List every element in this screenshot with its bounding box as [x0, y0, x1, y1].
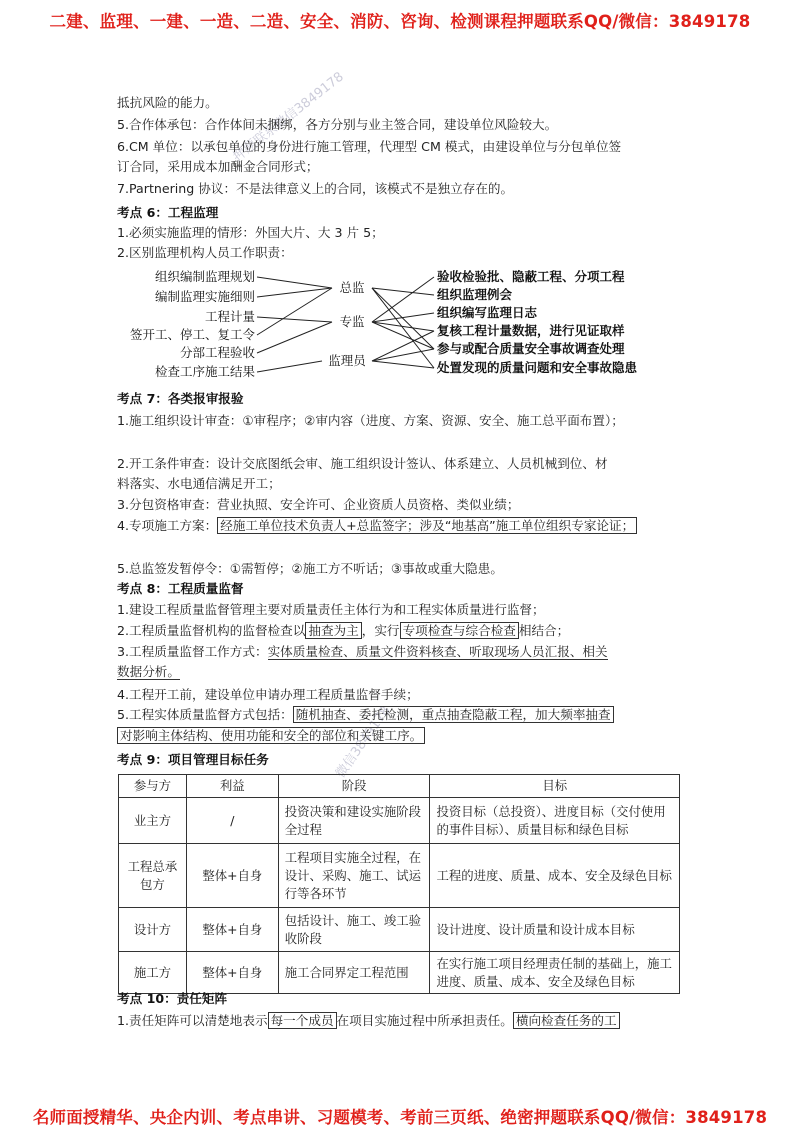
k6-heading: 考点 6：工程监理	[117, 205, 219, 220]
k8-line-1: 1.建设工程质量监督管理主要对质量责任主体行为和工程实体质量进行监督；	[117, 602, 545, 617]
diagram-right-item: 参与或配合质量安全事故调查处理	[437, 341, 625, 356]
k8-line-5-boxed-cont: 对影响主体结构、使用功能和安全的部位和关键工序。	[117, 727, 425, 744]
duty-diagram	[117, 266, 657, 384]
table-cell: 设计进度、设计质量和设计成本目标	[430, 908, 680, 952]
k8-line-2-boxed-1: 抽查为主	[305, 622, 361, 639]
table-cell: 工程总承包方	[119, 844, 187, 908]
k8-line-3-cont	[117, 663, 180, 680]
k7-line-2a: 2.开工条件审查：设计交底图纸会审、施工组织设计签认、体系建立、人员机械到位、材	[117, 456, 608, 471]
k7-line-5: 5.总监签发暂停令：①需暂停；②施工方不听话；③事故或重大隐患。	[117, 561, 503, 576]
watermark-small: 微信3849178	[333, 703, 394, 781]
k10-line-1-a: 1.责任矩阵可以清楚地表示	[117, 1013, 268, 1028]
table-cell: 整体+自身	[186, 952, 278, 994]
k8-line-3-label: 3.工程质量监督工作方式：	[117, 644, 268, 659]
k8-line-2-c: ，实行	[361, 623, 400, 638]
table-header: 参与方	[119, 775, 187, 798]
k8-line-2-e: 相结合；	[518, 623, 570, 638]
diagram-role-inspector: 监理员	[328, 353, 366, 368]
intro-line-1: 抵抗风险的能力。	[117, 95, 218, 110]
table-cell: 整体+自身	[186, 844, 278, 908]
k8-line-2-a: 2.工程质量监督机构的监督检查以	[117, 623, 306, 638]
diagram-left-item: 签开工、停工、复工令	[129, 327, 255, 342]
watermark: 押题联系微信3849178	[230, 69, 347, 165]
diagram-left-item: 工程计量	[204, 309, 255, 324]
intro-line-3: 6.CM 单位：以承包单位的身份进行施工管理，代理型 CM 模式，由建设单位与分包单位签	[117, 139, 622, 154]
k7-line-3: 3.分包资格审查：营业执照、安全许可、企业资质人员资格、类似业绩；	[117, 497, 520, 512]
intro-line-4: 订合同，采用成本加酬金合同形式；	[117, 159, 319, 174]
k7-line-4	[117, 517, 637, 534]
k6-line-2: 2.区别监理机构人员工作职责：	[117, 245, 293, 260]
table-cell: 施工方	[119, 952, 187, 994]
diagram-role-chief: 总监	[339, 280, 365, 295]
goals-table	[118, 774, 680, 994]
table-header: 目标	[430, 775, 680, 798]
k7-line-4-label: 4.专项施工方案：	[117, 518, 218, 533]
table-cell: 投资目标（总投资）、进度目标（交付使用的事件目标）、质量目标和绿色目标	[430, 798, 680, 844]
table-header: 阶段	[278, 775, 430, 798]
k8-line-3-underlined-cont: 数据分析。	[117, 664, 180, 679]
bottom-banner: 名师面授精华、央企内训、考点串讲、习题模考、考前三页纸、绝密押题联系QQ/微信：3849178	[32, 1108, 768, 1127]
table-cell: 业主方	[119, 798, 187, 844]
k6-line-1: 1.必须实施监理的情形：外国大片、大 3 片 5；	[117, 225, 384, 240]
k10-line-1-boxed-1: 每一个成员	[268, 1012, 337, 1029]
table-row	[119, 798, 680, 844]
k8-line-2	[117, 622, 569, 639]
top-banner: 二建、监理、一建、一造、二造、安全、消防、咨询、检测课程押题联系QQ/微信：3849178	[49, 12, 751, 31]
k10-line-1-boxed-2: 横向检查任务的工	[513, 1012, 620, 1029]
diagram-left-item: 组织编制监理规划	[154, 269, 255, 284]
intro-line-5: 7.Partnering 协议：不是法律意义上的合同，该模式不是独立存在的。	[117, 181, 514, 196]
table-cell: 工程的进度、质量、成本、安全及绿色目标	[430, 844, 680, 908]
table-cell: 设计方	[119, 908, 187, 952]
k9-heading: 考点 9：项目管理目标任务	[117, 752, 269, 767]
intro-line-2: 5.合作体承包：合作体间未捆绑，各方分别与业主签合同，建设单位风险较大。	[117, 117, 558, 132]
k10-line-1	[117, 1012, 620, 1029]
k7-line-4-boxed: 经施工单位技术负责人+总监签字；涉及“地基高”施工单位组织专家论证；	[217, 517, 637, 534]
k10-heading: 考点 10：责任矩阵	[117, 991, 228, 1006]
k8-line-2-boxed-2: 专项检查与综合检查	[400, 622, 519, 639]
diagram-right-item: 处置发现的质量问题和安全事故隐患	[437, 360, 638, 375]
k8-line-4: 4.工程开工前，建设单位申请办理工程质量监督手续；	[117, 687, 419, 702]
table-cell: /	[186, 798, 278, 844]
diagram-right-item: 验收检验批、隐蔽工程、分项工程	[437, 269, 625, 284]
table-cell: 工程项目实施全过程，在设计、采购、施工、试运行等各环节	[278, 844, 430, 908]
table-row	[119, 844, 680, 908]
k8-line-3-underlined: 实体质量检查、质量文件资料核查、听取现场人员汇报、相关	[267, 644, 608, 659]
k8-line-5-boxed: 随机抽查、委托检测，重点抽查隐蔽工程，加大频率抽查	[293, 706, 614, 723]
k7-line-2b: 料落实、水电通信满足开工；	[117, 476, 281, 491]
table-cell: 投资决策和建设实施阶段全过程	[278, 798, 430, 844]
k8-line-5-label: 5.工程实体质量监督方式包括：	[117, 707, 293, 722]
table-header: 利益	[186, 775, 278, 798]
diagram-left-item: 编制监理实施细则	[154, 289, 255, 304]
diagram-left-item: 分部工程验收	[179, 345, 255, 360]
diagram-right-item: 组织监理例会	[437, 287, 513, 302]
k8-line-5	[117, 706, 614, 723]
k8-line-5-cont	[117, 727, 425, 744]
diagram-left-item: 检查工序施工结果	[154, 364, 255, 379]
table-cell: 在实行施工项目经理责任制的基础上，施工进度、质量、成本、安全及绿色目标	[430, 952, 680, 994]
table-row	[119, 908, 680, 952]
k8-heading: 考点 8：工程质量监督	[117, 581, 244, 596]
table-header-row	[119, 775, 680, 798]
k10-line-1-c: 在项目实施过程中所承担责任。	[336, 1013, 513, 1028]
k7-heading: 考点 7：各类报审报验	[117, 391, 244, 406]
diagram-right-item: 组织编写监理日志	[437, 305, 538, 320]
table-cell: 施工合同界定工程范围	[278, 952, 430, 994]
table-cell: 包括设计、施工、竣工验收阶段	[278, 908, 430, 952]
table-cell: 整体+自身	[186, 908, 278, 952]
k8-line-3	[117, 643, 608, 660]
table-row	[119, 952, 680, 994]
diagram-role-specialist: 专监	[339, 314, 365, 329]
k7-line-1: 1.施工组织设计审查：①审程序；②审内容（进度、方案、资源、安全、施工总平面布置）；	[117, 413, 624, 428]
diagram-right-item: 复核工程计量数据，进行见证取样	[437, 323, 625, 338]
